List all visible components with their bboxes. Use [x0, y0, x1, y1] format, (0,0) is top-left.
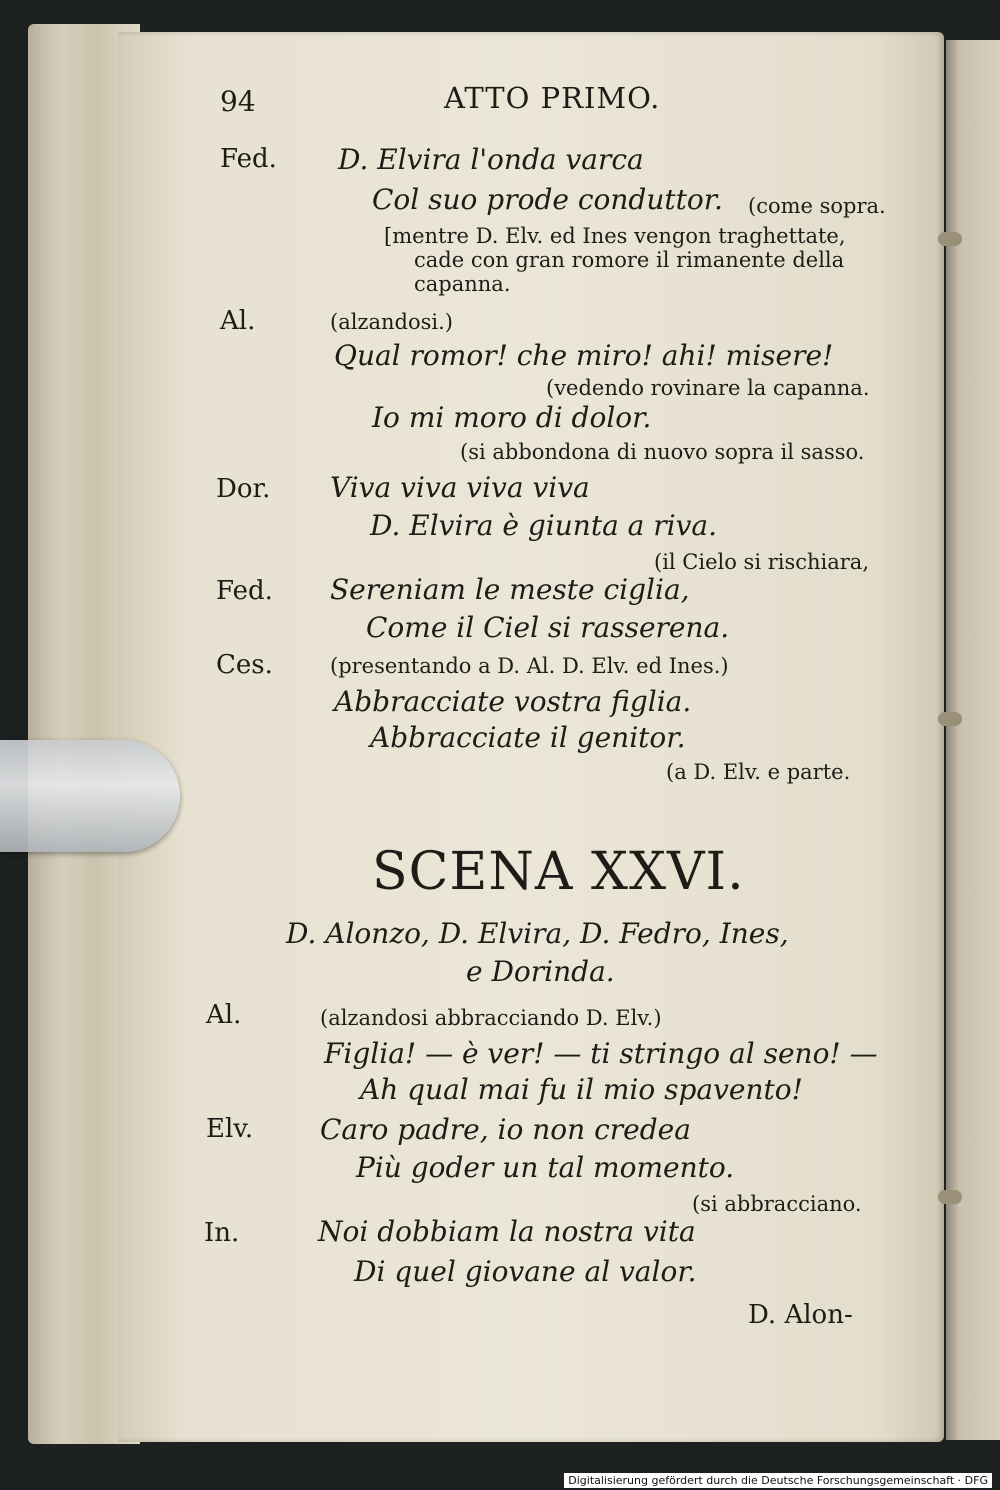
stage-direction: (si abbracciano.: [692, 1192, 862, 1216]
verse-line: Di quel giovane al valor.: [354, 1255, 697, 1288]
stage-direction: (il Cielo si rischiara,: [654, 550, 870, 574]
speaker-label: Fed.: [216, 576, 273, 606]
catchword: D. Alon-: [748, 1300, 853, 1330]
verse-line: Viva viva viva viva: [330, 471, 590, 504]
scene-title: SCENA XXVI.: [372, 842, 745, 902]
stage-direction: capanna.: [414, 272, 511, 296]
verse-line: Figlia! — è ver! — ti stringo al seno! —: [324, 1037, 878, 1070]
verse-line: Più goder un tal momento.: [356, 1151, 735, 1184]
stage-direction: (come sopra.: [748, 194, 886, 218]
verse-line: Abbracciate il genitor.: [370, 721, 686, 754]
stage-direction: (alzandosi.): [330, 310, 453, 334]
page-number: 94: [220, 85, 256, 118]
speaker-label: Fed.: [220, 144, 277, 174]
speaker-label: In.: [204, 1218, 240, 1248]
facing-page-edge: [946, 40, 1000, 1440]
stage-direction: (si abbondona di nuovo sopra il sasso.: [460, 440, 865, 464]
verse-line: Noi dobbiam la nostra vita: [318, 1215, 696, 1248]
scene-characters: e Dorinda.: [466, 955, 615, 988]
speaker-label: Ces.: [216, 650, 273, 680]
binding-thread: [938, 232, 962, 246]
verse-line: Ah qual mai fu il mio spavento!: [360, 1073, 803, 1106]
verse-line: Caro padre, io non credea: [320, 1113, 691, 1146]
stage-direction: (presentando a D. Al. D. Elv. ed Ines.): [330, 654, 729, 678]
stage-direction: [mentre D. Elv. ed Ines vengon traghettate,: [384, 224, 846, 248]
speaker-label: Al.: [220, 306, 256, 336]
binding-thread: [938, 1190, 962, 1204]
running-title: ATTO PRIMO.: [444, 81, 661, 115]
stage-direction: (vedendo rovinare la capanna.: [546, 376, 870, 400]
verse-line: Sereniam le meste ciglia,: [330, 573, 690, 606]
binding-thread: [938, 712, 962, 726]
verse-line: D. Elvira è giunta a riva.: [370, 509, 718, 542]
scene-characters: D. Alonzo, D. Elvira, D. Fedro, Ines,: [286, 917, 789, 950]
stage-direction: (a D. Elv. e parte.: [666, 760, 851, 784]
verse-line: Qual romor! che miro! ahi! misere!: [334, 339, 834, 372]
verse-line: Col suo prode conduttor.: [372, 183, 723, 216]
page-clip-marker: [0, 740, 180, 852]
speaker-label: Elv.: [206, 1114, 254, 1144]
stage-direction: (alzandosi abbracciando D. Elv.): [320, 1006, 662, 1030]
verse-line: Come il Ciel si rasserena.: [366, 611, 730, 644]
verse-line: D. Elvira l'onda varca: [338, 143, 644, 176]
speaker-label: Al.: [206, 1000, 242, 1030]
verse-line: Io mi moro di dolor.: [372, 401, 652, 434]
stage-direction: cade con gran romore il rimanente della: [414, 248, 845, 272]
verse-line: Abbracciate vostra figlia.: [334, 685, 692, 718]
speaker-label: Dor.: [216, 474, 271, 504]
footer-credit: Digitalisierung gefördert durch die Deutsche Forschungsgemeinschaft · DFG: [564, 1473, 992, 1488]
